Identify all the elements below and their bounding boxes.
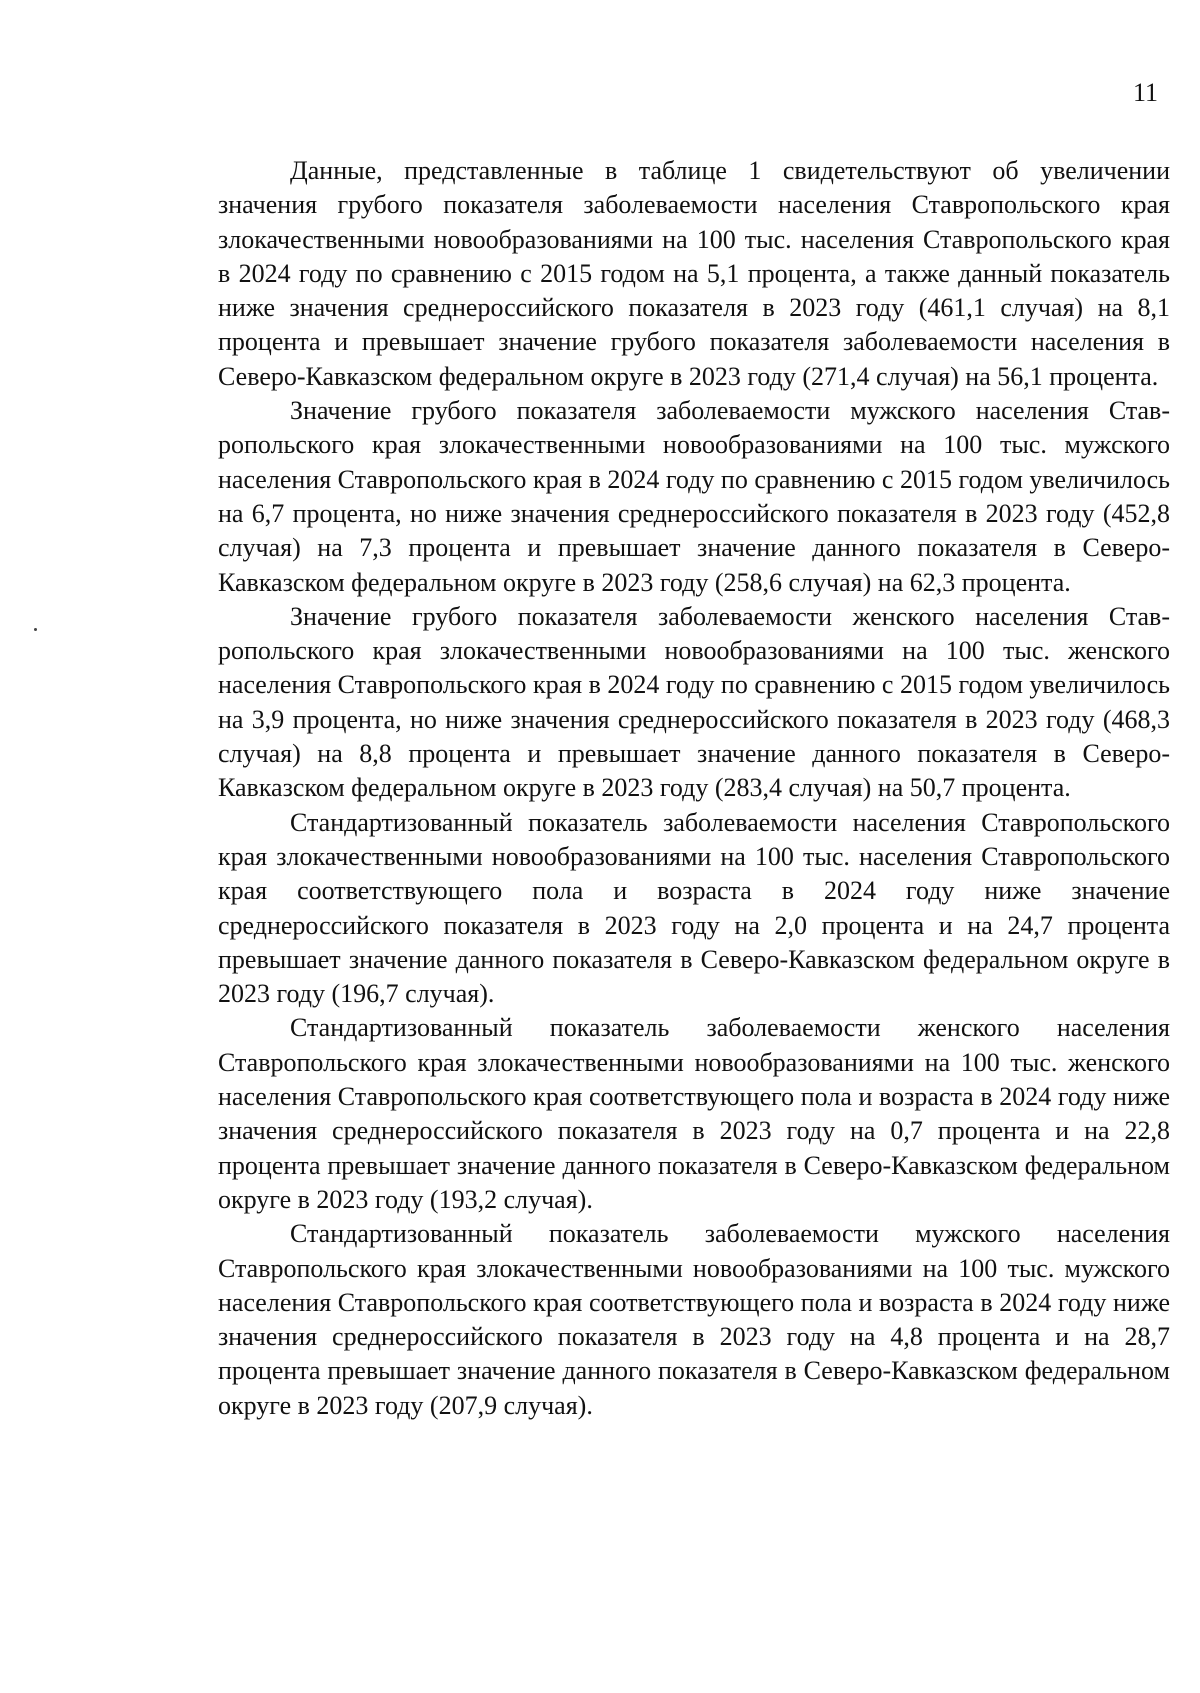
paragraph-crude-incidence-female: Значение грубого показателя заболеваемости женского населения Ставропольского края злокачественными новообразованиями на 100 тыс. женского населения Ставропольского края в 2024 году по сравнению с 2015 годом увеличилось на 3,9 процента, но ниже значения среднероссийского показателя в 2023 году (468,3 случая) на 8,8 процента и превышает значение данного показателя в Северо-Кавказском федеральном округе в 2023 году (283,4 случая) на 50,7 процента. xyxy=(218,601,1170,803)
page-number: 11 xyxy=(1132,78,1158,107)
paragraph-standardized-incidence-total: Стандартизованный показатель заболеваемости населения Ставропольского края злокачественными новообразованиями на 100 тыс. населения Ставропольского края соответствующего пола и возраста в 2024 году ниже значение среднероссийского показателя в 2023 году на 2,0 процента и на 24,7 процента превышает значение данного показателя в Северо-Кавказском федеральном округе в 2023 году (196,7 случая). xyxy=(218,807,1170,1009)
body-text xyxy=(218,154,1170,1423)
paragraph-crude-incidence-total: Данные, представленные в таблице 1 свидетельствуют об увеличении значения грубого показателя заболеваемости населения Ставропольского края злокачественными новообразованиями на 100 тыс. населения Ставропольского края в 2024 году по сравнению с 2015 годом на 5,1 процента, а также данный показатель ниже значения среднероссийского показателя в 2023 году (461,1 случая) на 8,1 процента и превышает значение грубого показателя заболеваемости населения в Северо-Кавказском федеральном округе в 2023 году (271,4 случая) на 56,1 процента. xyxy=(218,156,1170,391)
paragraph-standardized-incidence-female: Стандартизованный показатель заболеваемости женского населения Ставропольского края злокачественными новообразованиями на 100 тыс. женского населения Ставропольского края соответствующего пола и возраста в 2024 году ниже значения среднероссийского показателя в 2023 году на 0,7 процента и на 22,8 процента превышает значение данного показателя в Северо-Кавказском федеральном округе в 2023 году (193,2 случая). xyxy=(218,1013,1170,1214)
paragraph-crude-incidence-male: Значение грубого показателя заболеваемости мужского населения Ставропольского края злокачественными новообразованиями на 100 тыс. мужского населения Ставропольского края в 2024 году по сравнению с 2015 годом увеличилось на 6,7 процента, но ниже значения среднероссийского показателя в 2023 году (452,8 случая) на 7,3 процента и превышает значение данного показателя в Северо-Кавказском федеральном округе в 2023 году (258,6 случая) на 62,3 процента. xyxy=(218,396,1170,597)
paragraph-standardized-incidence-male: Стандартизованный показатель заболеваемости мужского населения Ставропольского края злокачественными новообразованиями на 100 тыс. мужского населения Ставропольского края соответствующего пола и возраста в 2024 году ниже значения среднероссийского показателя в 2023 году на 4,8 процента и на 28,7 процента превышает значение данного показателя в Северо-Кавказском федеральном округе в 2023 году (207,9 случая). xyxy=(218,1219,1170,1420)
scan-speck xyxy=(34,628,37,631)
